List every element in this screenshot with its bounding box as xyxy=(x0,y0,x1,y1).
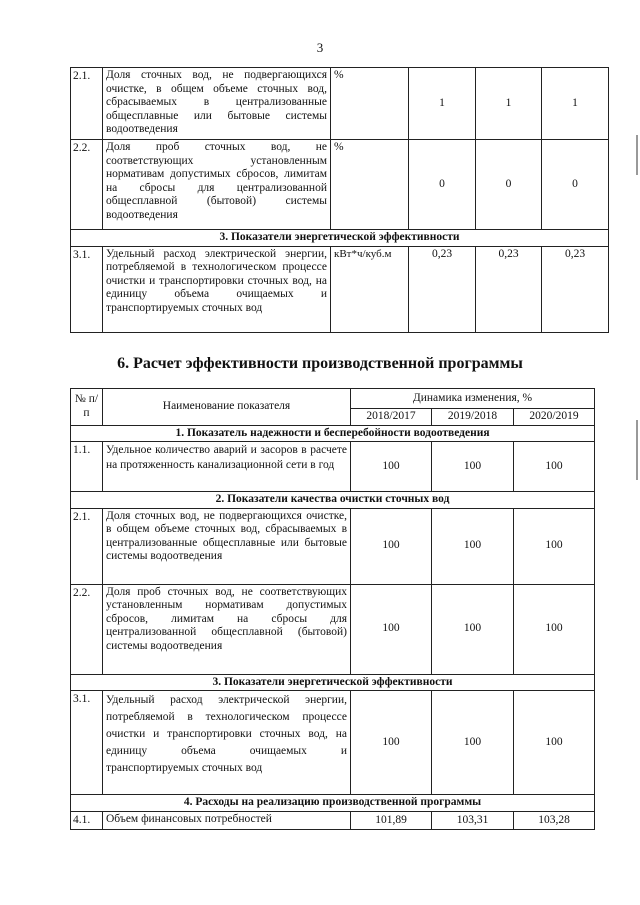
indicator-name: Объем финансовых потребностей xyxy=(103,811,351,830)
value: 0 xyxy=(409,140,476,230)
value: 100 xyxy=(351,442,432,492)
row-number: 4.1. xyxy=(71,811,103,830)
value: 0 xyxy=(542,140,609,230)
scan-edge-mark xyxy=(636,135,638,175)
table-row xyxy=(71,811,595,830)
row-number: 2.2. xyxy=(71,140,103,230)
section-row xyxy=(71,230,609,247)
section-heading: 1. Показатель надежности и бесперебойности водоотведения xyxy=(71,425,595,442)
value: 100 xyxy=(351,691,432,795)
value: 1 xyxy=(409,68,476,140)
value: 103,31 xyxy=(432,811,514,830)
value: 100 xyxy=(514,584,595,674)
value: 100 xyxy=(432,584,514,674)
unit: % xyxy=(331,140,409,230)
unit: % xyxy=(331,68,409,140)
indicator-name: Удельный расход электрической энергии, потребляемой в технологическом процессе очистки и транспортировки сточных вод, на единицу объема очищаемых и транспортируемых сточных вод xyxy=(103,246,331,332)
section-heading: 4. Расходы на реализацию производственной программы xyxy=(71,795,595,812)
indicator-name: Доля сточных вод, не подвергающихся очистке, в общем объеме сточных вод, сбрасываемых в централизованные общесплавные или бытовые системы водоотведения xyxy=(103,508,351,584)
section-row xyxy=(71,492,595,509)
indicator-name: Удельный расход электрической энергии, потребляемой в технологическом процессе очистки и транспортировки сточных вод, на единицу объема очищаемых и транспортируемых сточных вод xyxy=(103,691,351,795)
row-number: 3.1. xyxy=(71,691,103,795)
table-row xyxy=(71,246,609,332)
header-period: 2020/2019 xyxy=(514,409,595,426)
value: 100 xyxy=(514,691,595,795)
value: 1 xyxy=(542,68,609,140)
row-number: 2.1. xyxy=(71,68,103,140)
table-row xyxy=(71,442,595,492)
value: 1 xyxy=(476,68,542,140)
table-row xyxy=(71,508,595,584)
efficiency-table xyxy=(70,388,595,830)
indicator-name: Доля сточных вод, не подвергающихся очистке, в общем объеме сточных вод, сбрасываемых в централизованные общесплавные или бытовые системы водоотведения xyxy=(103,68,331,140)
value: 103,28 xyxy=(514,811,595,830)
header-dynamics: Динамика изменения, % xyxy=(351,389,595,409)
row-number: 2.2. xyxy=(71,584,103,674)
value: 100 xyxy=(514,508,595,584)
value: 100 xyxy=(432,442,514,492)
scan-edge-mark xyxy=(636,420,638,480)
value: 101,89 xyxy=(351,811,432,830)
indicators-table-continued xyxy=(70,67,609,333)
value: 0 xyxy=(476,140,542,230)
indicator-name: Удельное количество аварий и засоров в расчете на протяженность канализационной сети в год xyxy=(103,442,351,492)
table-row xyxy=(71,691,595,795)
page-number: 3 xyxy=(316,40,324,55)
section-heading: 3. Показатели энергетической эффективности xyxy=(71,674,595,691)
value: 0,23 xyxy=(542,246,609,332)
unit: кВт*ч/куб.м xyxy=(331,246,409,332)
header-name: Наименование показателя xyxy=(103,389,351,426)
indicator-name: Доля проб сточных вод, не соответствующих установленным нормативам допустимых сбросов, лимитам на сбросы для централизованной общесплавной (бытовой) системы водоотведения xyxy=(103,140,331,230)
table-row xyxy=(71,68,609,140)
section-title: 6. Расчет эффективности производственной программы xyxy=(117,355,523,372)
value: 100 xyxy=(514,442,595,492)
table-row xyxy=(71,140,609,230)
section-row xyxy=(71,674,595,691)
value: 100 xyxy=(351,508,432,584)
header-num: № п/п xyxy=(71,389,103,426)
section-row xyxy=(71,795,595,812)
value: 100 xyxy=(351,584,432,674)
header-period: 2018/2017 xyxy=(351,409,432,426)
section-heading: 3. Показатели энергетической эффективности xyxy=(71,230,609,247)
value: 0,23 xyxy=(476,246,542,332)
value: 100 xyxy=(432,508,514,584)
header-period: 2019/2018 xyxy=(432,409,514,426)
section-heading: 2. Показатели качества очистки сточных вод xyxy=(71,492,595,509)
section-row xyxy=(71,425,595,442)
value: 100 xyxy=(432,691,514,795)
value: 0,23 xyxy=(409,246,476,332)
row-number: 3.1. xyxy=(71,246,103,332)
header-row xyxy=(71,389,595,409)
row-number: 2.1. xyxy=(71,508,103,584)
row-number: 1.1. xyxy=(71,442,103,492)
indicator-name: Доля проб сточных вод, не соответствующих установленным нормативам допустимых сбросов, лимитам на сбросы для централизованной общесплавной (бытовой) системы водоотведения xyxy=(103,584,351,674)
table-row xyxy=(71,584,595,674)
